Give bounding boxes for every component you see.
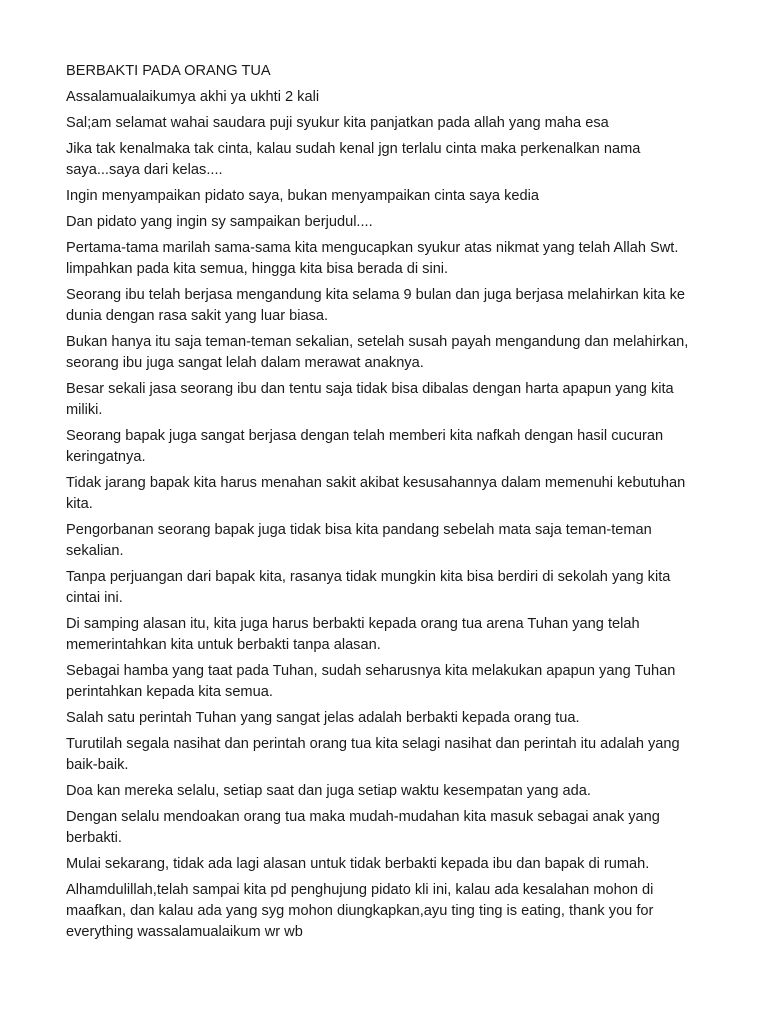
paragraph-salam: Sal;am selamat wahai saudara puji syukur kita panjatkan pada allah yang maha esa xyxy=(66,115,609,131)
paragraph-topic: Dan pidato yang ingin sy sampaikan berjudul.... xyxy=(66,214,373,230)
paragraph-father-sacrifice: Pengorbanan seorang bapak juga tidak bisa kita pandang sebelah mata saja teman-teman sekalian. xyxy=(66,522,652,559)
paragraph-greeting: Assalamualaikumya akhi ya ukhti 2 kali xyxy=(66,89,320,105)
paragraph-follow-advice: Turutilah segala nasihat dan perintah orang tua kita selagi nasihat dan perintah itu adalah yang baik-baik. xyxy=(66,736,680,773)
paragraph-father-hardship: Tidak jarang bapak kita harus menahan sakit akibat kesusahannya dalam memenuhi kebutuhan kita. xyxy=(66,475,686,512)
paragraph-god-command: Di samping alasan itu, kita juga harus berbakti kepada orang tua arena Tuhan yang telah memerintahkan kita untuk berbakti tanpa alasan. xyxy=(66,616,640,653)
document-title: BERBAKTI PADA ORANG TUA xyxy=(66,63,271,79)
paragraph-father-merit: Seorang bapak juga sangat berjasa dengan telah memberi kita nafkah dengan hasil cucuran keringatnya. xyxy=(66,428,664,465)
paragraph-introduction: Jika tak kenalmaka tak cinta, kalau sudah kenal jgn terlalu cinta maka perkenalkan nama saya...saya dari kelas.... xyxy=(66,141,641,178)
paragraph-obedience: Sebagai hamba yang taat pada Tuhan, sudah seharusnya kita melakukan apapun yang Tuhan perintahkan kepada kita semua. xyxy=(66,663,676,700)
paragraph-gratitude: Pertama-tama marilah sama-sama kita mengucapkan syukur atas nikmat yang telah Allah Swt. limpahkan pada kita semua, hingga kita bisa berada di sini. xyxy=(66,240,679,277)
paragraph-closing: Alhamdulillah,telah sampai kita pd penghujung pidato kli ini, kalau ada kesalahan mohon di maafkan, dan kalau ada yang syg mohon diungkapkan,ayu ting ting is eating, thank you for everything wassalamualaikum wr wb xyxy=(66,882,654,940)
paragraph-mother-pregnancy: Seorang ibu telah berjasa mengandung kita selama 9 bulan dan juga berjasa melahirkan kita ke dunia dengan rasa sakit yang luar biasa. xyxy=(66,287,686,324)
paragraph-mother-merit: Besar sekali jasa seorang ibu dan tentu saja tidak bisa dibalas dengan harta apapun yang kita miliki. xyxy=(66,381,674,418)
paragraph-purpose: Ingin menyampaikan pidato saya, bukan menyampaikan cinta saya kedia xyxy=(66,188,539,204)
paragraph-mother-care: Bukan hanya itu saja teman-teman sekalian, setelah susah payah mengandung dan melahirkan, seorang ibu juga sangat lelah dalam merawat anaknya. xyxy=(66,334,689,371)
paragraph-devoted-child: Dengan selalu mendoakan orang tua maka mudah-mudahan kita masuk sebagai anak yang berbakti. xyxy=(66,809,660,846)
paragraph-clear-command: Salah satu perintah Tuhan yang sangat jelas adalah berbakti kepada orang tua. xyxy=(66,710,580,726)
paragraph-father-struggle: Tanpa perjuangan dari bapak kita, rasanya tidak mungkin kita bisa berdiri di sekolah yang kita cintai ini. xyxy=(66,569,671,606)
paragraph-pray: Doa kan mereka selalu, setiap saat dan juga setiap waktu kesempatan yang ada. xyxy=(66,783,591,799)
paragraph-start-now: Mulai sekarang, tidak ada lagi alasan untuk tidak berbakti kepada ibu dan bapak di rumah. xyxy=(66,856,650,872)
